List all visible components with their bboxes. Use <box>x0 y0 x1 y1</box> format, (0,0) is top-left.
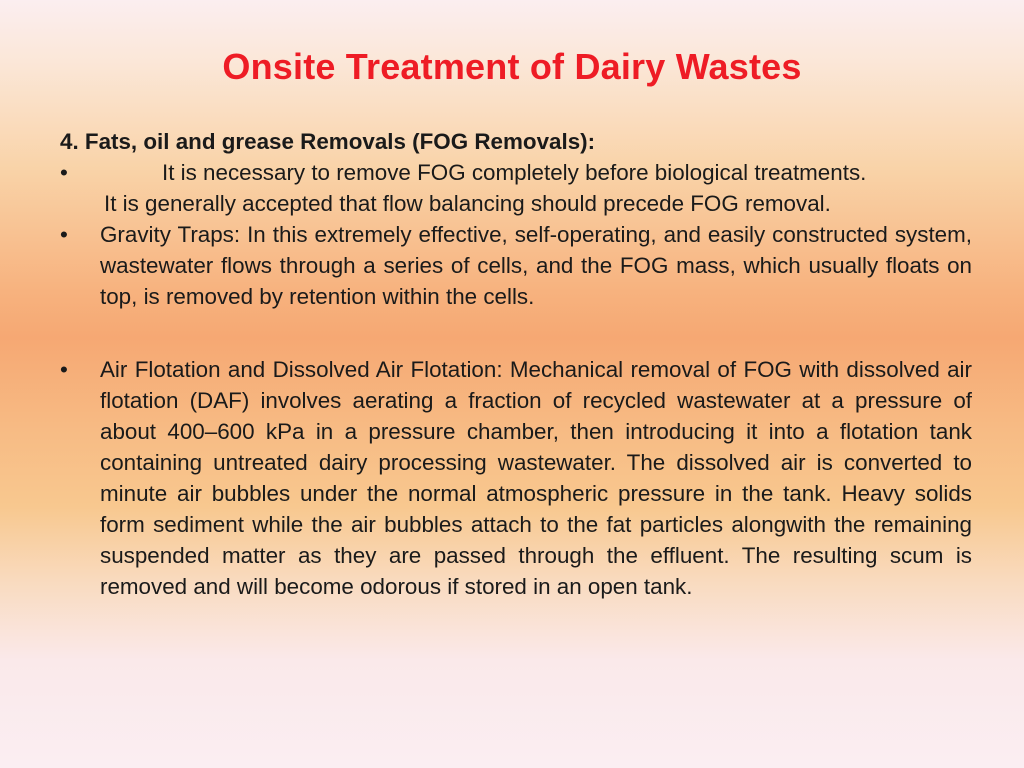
paragraph-spacer <box>60 312 972 354</box>
bullet-icon: • <box>60 357 68 382</box>
slide-body <box>60 126 972 602</box>
bullet-text: Gravity Traps: In this extremely effective, self-operating, and easily constructed system, wastewater flows through a series of cells, and the FOG mass, which usually floats on top, is removed by retention within the cells. <box>100 222 972 309</box>
section-heading: 4. Fats, oil and grease Removals (FOG Removals): <box>60 129 596 154</box>
bullet-text-line: It is generally accepted that flow balancing should precede FOG removal. <box>104 191 831 216</box>
bullet-text: Air Flotation and Dissolved Air Flotation: Mechanical removal of FOG with dissolved air flotation (DAF) involves aerating a fraction of recycled wastewater at a pressure of about 400–600 kPa in a pressure chamber, then introducing it into a flotation tank containing untreated dairy processing wastewater. The dissolved air is converted to minute air bubbles under the normal atmospheric pressure in the tank. Heavy solids form sediment while the air bubbles attach to the fat particles alongwith the remaining suspended matter as they are passed through the effluent. The resulting scum is removed and will become odorous if stored in an open tank. <box>100 357 972 599</box>
slide-title: Onsite Treatment of Dairy Wastes <box>222 46 802 87</box>
bullet-icon: • <box>60 160 68 185</box>
bullet-item-gravity-traps <box>60 219 972 312</box>
bullet-icon: • <box>60 222 68 247</box>
bullet-item-air-flotation <box>60 354 972 602</box>
bullet-text-line: It is necessary to remove FOG completely before biological treatments. <box>162 160 867 185</box>
bullet-item-fog-necessity <box>60 157 972 219</box>
